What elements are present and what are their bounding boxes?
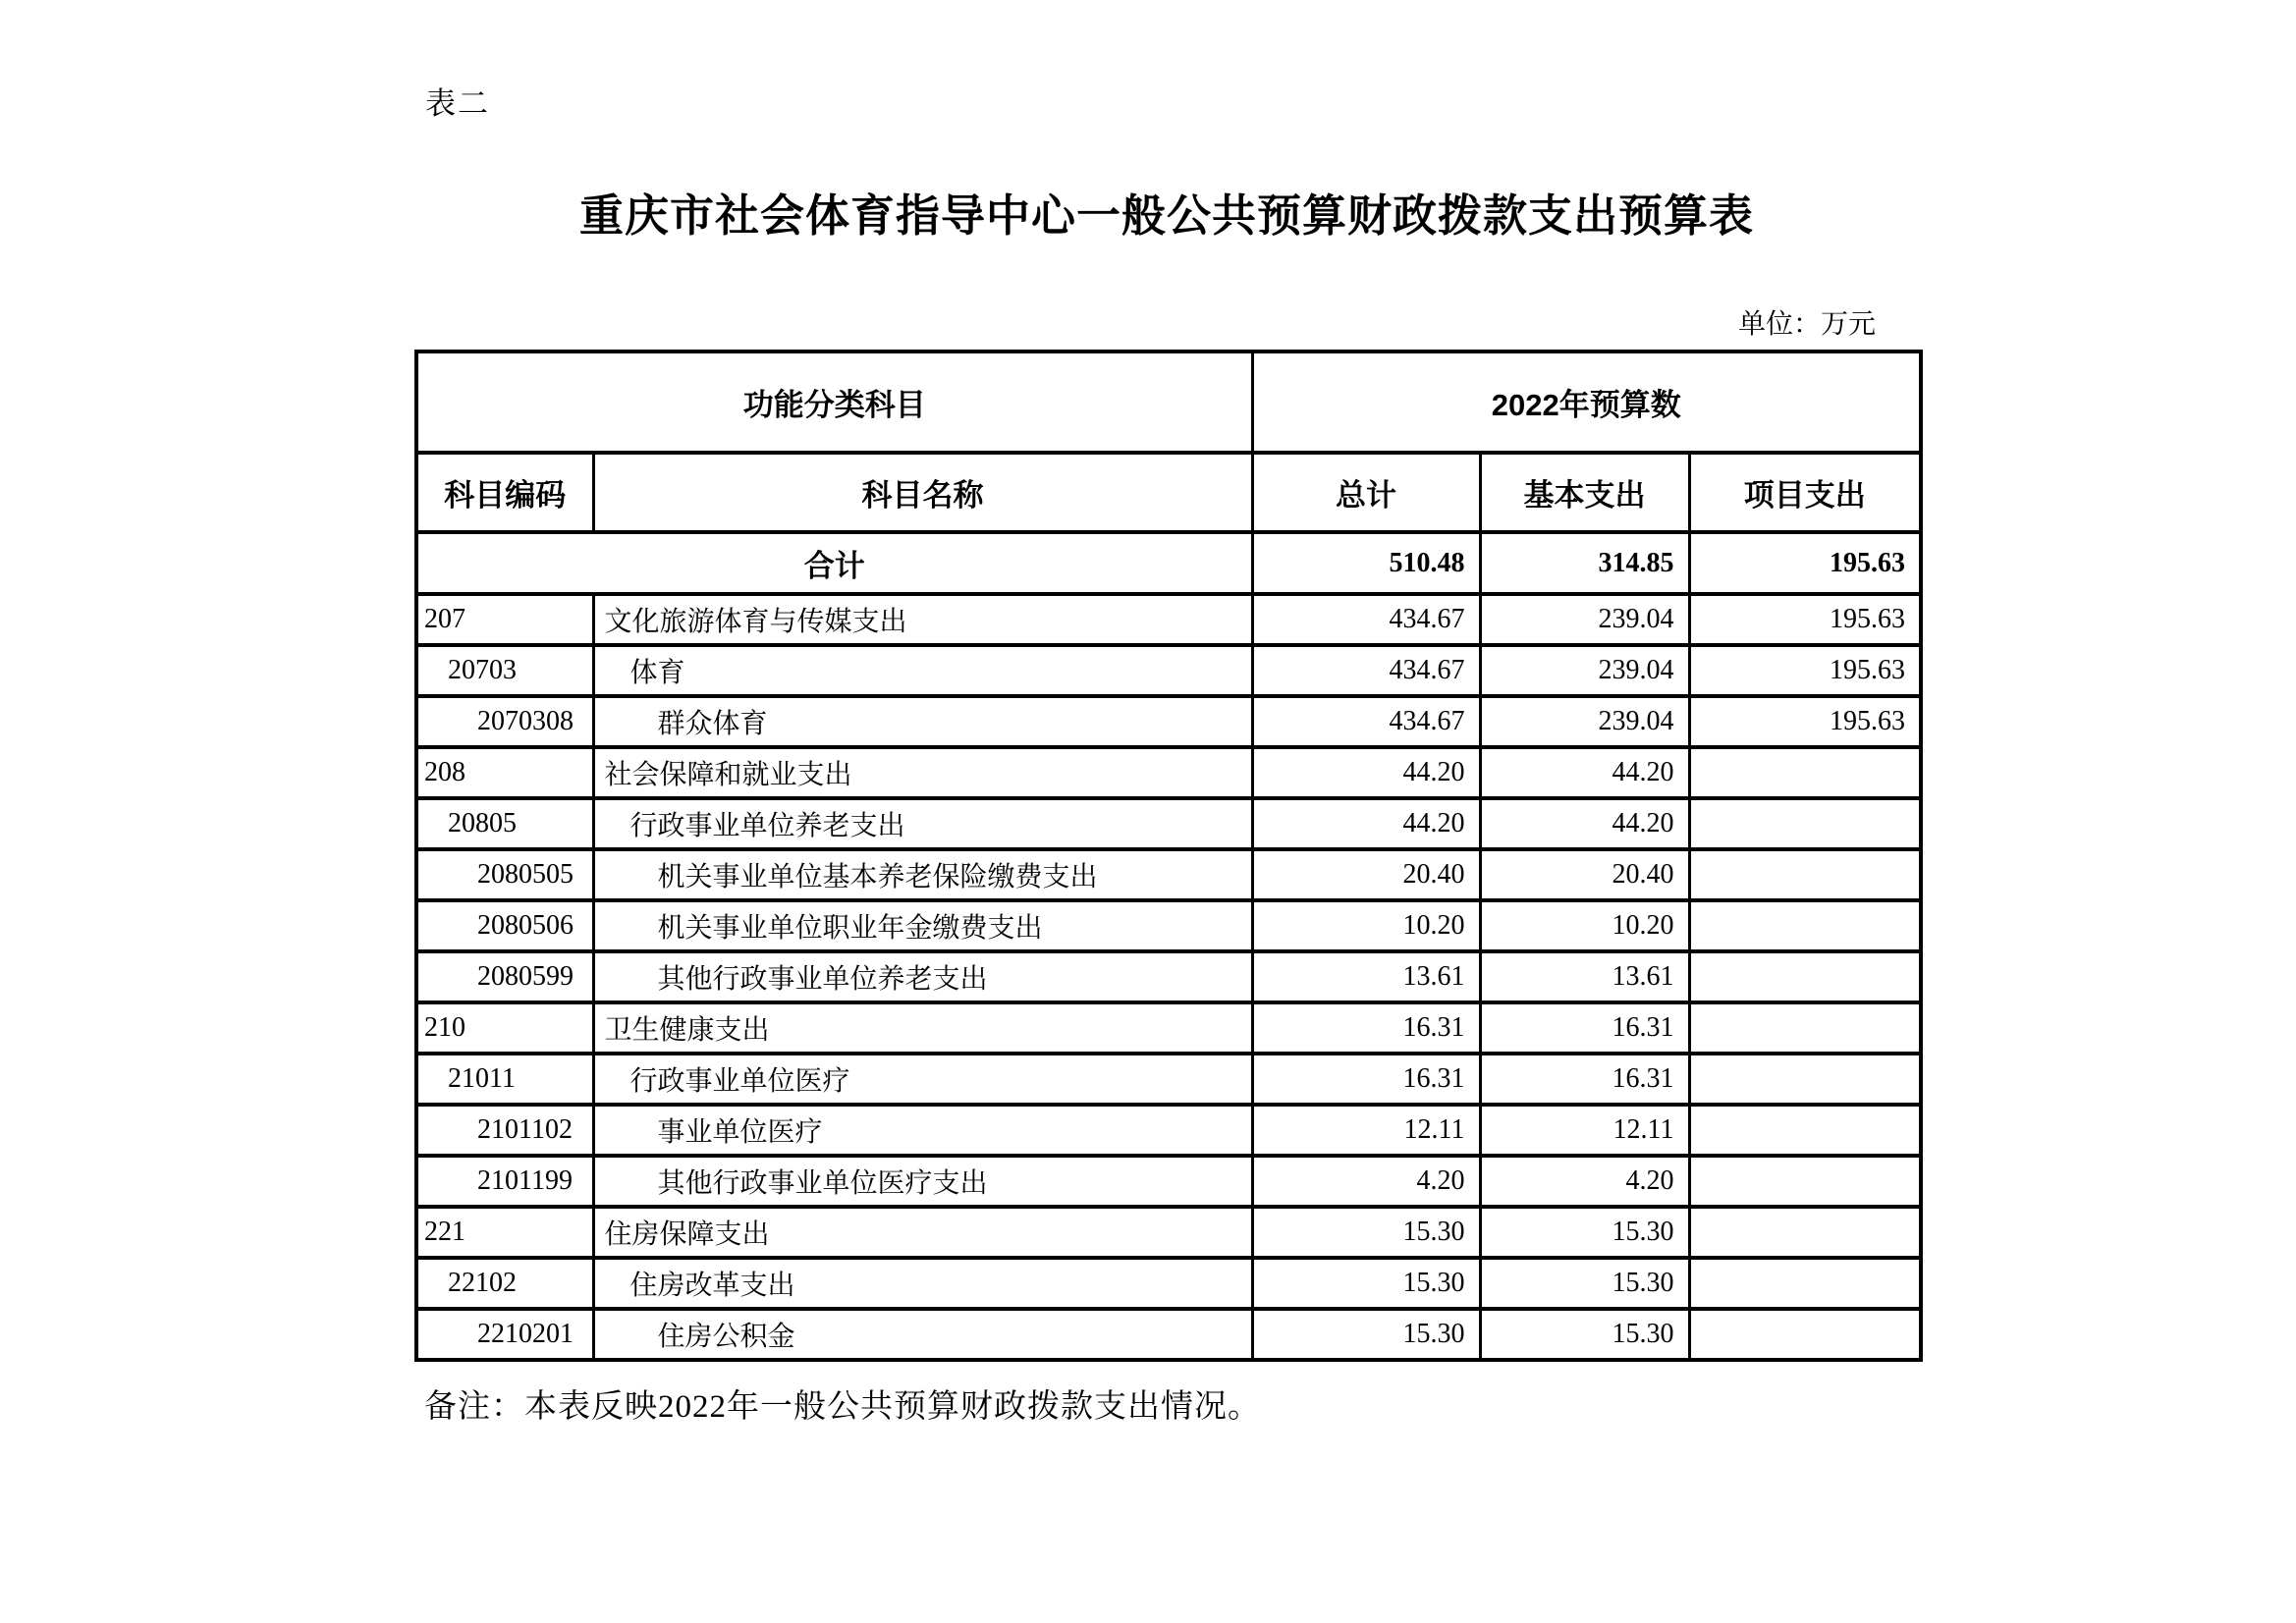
basic-value-cell: 15.30 xyxy=(1480,1207,1689,1258)
table-row xyxy=(416,747,1921,798)
subject-name-cell: 其他行政事业单位医疗支出 xyxy=(593,1156,1252,1207)
subject-name-cell: 文化旅游体育与传媒支出 xyxy=(593,594,1252,645)
total-value-cell: 434.67 xyxy=(1252,594,1480,645)
total-value-cell: 12.11 xyxy=(1252,1105,1480,1156)
col-header-subject-code: 科目编码 xyxy=(416,453,593,532)
table-row xyxy=(416,1002,1921,1054)
project-value-cell xyxy=(1689,1002,1921,1054)
budget-table xyxy=(414,350,1923,1362)
subject-code-cell: 21011 xyxy=(416,1054,593,1105)
table-row xyxy=(416,1258,1921,1309)
subject-name-cell: 体育 xyxy=(593,645,1252,696)
subject-code-cell: 2080599 xyxy=(416,951,593,1002)
basic-value-cell: 239.04 xyxy=(1480,696,1689,747)
project-value-cell xyxy=(1689,798,1921,849)
col-header-subject-name: 科目名称 xyxy=(593,453,1252,532)
project-value-cell xyxy=(1689,1054,1921,1105)
basic-value-cell: 44.20 xyxy=(1480,747,1689,798)
table-row xyxy=(416,900,1921,951)
basic-value-cell: 15.30 xyxy=(1480,1258,1689,1309)
basic-value-cell: 239.04 xyxy=(1480,645,1689,696)
table-row xyxy=(416,1105,1921,1156)
subject-code-cell: 221 xyxy=(416,1207,593,1258)
subject-code-cell: 210 xyxy=(416,1002,593,1054)
subject-code-cell: 2080505 xyxy=(416,849,593,900)
project-value-cell xyxy=(1689,951,1921,1002)
project-value-cell xyxy=(1689,1258,1921,1309)
unit-label: 单位：万元 xyxy=(1737,309,1876,340)
subject-name-cell: 住房改革支出 xyxy=(593,1258,1252,1309)
subject-code-cell: 207 xyxy=(416,594,593,645)
table-row xyxy=(416,1054,1921,1105)
total-value-cell: 10.20 xyxy=(1252,900,1480,951)
subject-name-cell: 机关事业单位职业年金缴费支出 xyxy=(593,900,1252,951)
subject-code-cell: 2080506 xyxy=(416,900,593,951)
project-value-cell xyxy=(1689,900,1921,951)
project-value-cell xyxy=(1689,1156,1921,1207)
table-row xyxy=(416,594,1921,645)
subject-code-cell: 20805 xyxy=(416,798,593,849)
basic-value-cell: 44.20 xyxy=(1480,798,1689,849)
subject-name-cell: 其他行政事业单位养老支出 xyxy=(593,951,1252,1002)
col-header-project-expense: 项目支出 xyxy=(1689,453,1921,532)
total-value-cell: 44.20 xyxy=(1252,747,1480,798)
table-row xyxy=(416,1156,1921,1207)
total-value-cell: 15.30 xyxy=(1252,1309,1480,1360)
subject-name-cell: 行政事业单位医疗 xyxy=(593,1054,1252,1105)
grand-total-basic-value: 314.85 xyxy=(1480,532,1689,594)
subject-name-cell: 社会保障和就业支出 xyxy=(593,747,1252,798)
table-row xyxy=(416,645,1921,696)
table-row xyxy=(416,1207,1921,1258)
total-value-cell: 16.31 xyxy=(1252,1054,1480,1105)
subject-name-cell: 行政事业单位养老支出 xyxy=(593,798,1252,849)
subject-code-cell: 208 xyxy=(416,747,593,798)
project-value-cell: 195.63 xyxy=(1689,645,1921,696)
total-value-cell: 20.40 xyxy=(1252,849,1480,900)
basic-value-cell: 12.11 xyxy=(1480,1105,1689,1156)
footnote: 备注：本表反映2022年一般公共预算财政拨款支出情况。 xyxy=(424,1389,1261,1425)
subject-name-cell: 机关事业单位基本养老保险缴费支出 xyxy=(593,849,1252,900)
basic-value-cell: 16.31 xyxy=(1480,1054,1689,1105)
basic-value-cell: 20.40 xyxy=(1480,849,1689,900)
col-header-basic-expense: 基本支出 xyxy=(1480,453,1689,532)
project-value-cell: 195.63 xyxy=(1689,696,1921,747)
col-header-total: 总计 xyxy=(1252,453,1480,532)
project-value-cell xyxy=(1689,1207,1921,1258)
basic-value-cell: 15.30 xyxy=(1480,1309,1689,1360)
total-value-cell: 434.67 xyxy=(1252,696,1480,747)
basic-value-cell: 239.04 xyxy=(1480,594,1689,645)
total-value-cell: 44.20 xyxy=(1252,798,1480,849)
subject-name-cell: 事业单位医疗 xyxy=(593,1105,1252,1156)
total-value-cell: 13.61 xyxy=(1252,951,1480,1002)
table-row xyxy=(416,951,1921,1002)
project-value-cell xyxy=(1689,747,1921,798)
project-value-cell xyxy=(1689,849,1921,900)
grand-total-project-value: 195.63 xyxy=(1689,532,1921,594)
basic-value-cell: 13.61 xyxy=(1480,951,1689,1002)
subject-name-cell: 卫生健康支出 xyxy=(593,1002,1252,1054)
table-row xyxy=(416,696,1921,747)
page-title: 重庆市社会体育指导中心一般公共预算财政拨款支出预算表 xyxy=(578,190,1754,241)
subject-code-cell: 2210201 xyxy=(416,1309,593,1360)
header-group-row xyxy=(416,352,1921,453)
subject-name-cell: 群众体育 xyxy=(593,696,1252,747)
header-functional-classification: 功能分类科目 xyxy=(416,352,1252,453)
project-value-cell xyxy=(1689,1309,1921,1360)
grand-total-row xyxy=(416,532,1921,594)
table-number-label: 表二 xyxy=(425,86,490,121)
total-value-cell: 434.67 xyxy=(1252,645,1480,696)
table-row xyxy=(416,1309,1921,1360)
grand-total-total-value: 510.48 xyxy=(1252,532,1480,594)
basic-value-cell: 16.31 xyxy=(1480,1002,1689,1054)
total-value-cell: 15.30 xyxy=(1252,1258,1480,1309)
subject-code-cell: 2070308 xyxy=(416,696,593,747)
table-row xyxy=(416,798,1921,849)
total-value-cell: 16.31 xyxy=(1252,1002,1480,1054)
column-header-row xyxy=(416,453,1921,532)
project-value-cell xyxy=(1689,1105,1921,1156)
project-value-cell: 195.63 xyxy=(1689,594,1921,645)
subject-code-cell: 2101199 xyxy=(416,1156,593,1207)
total-value-cell: 15.30 xyxy=(1252,1207,1480,1258)
basic-value-cell: 4.20 xyxy=(1480,1156,1689,1207)
subject-code-cell: 20703 xyxy=(416,645,593,696)
subject-code-cell: 22102 xyxy=(416,1258,593,1309)
subject-name-cell: 住房公积金 xyxy=(593,1309,1252,1360)
grand-total-label: 合计 xyxy=(416,532,1252,594)
table-row xyxy=(416,849,1921,900)
subject-code-cell: 2101102 xyxy=(416,1105,593,1156)
subject-name-cell: 住房保障支出 xyxy=(593,1207,1252,1258)
total-value-cell: 4.20 xyxy=(1252,1156,1480,1207)
header-2022-budget: 2022年预算数 xyxy=(1252,352,1921,453)
basic-value-cell: 10.20 xyxy=(1480,900,1689,951)
